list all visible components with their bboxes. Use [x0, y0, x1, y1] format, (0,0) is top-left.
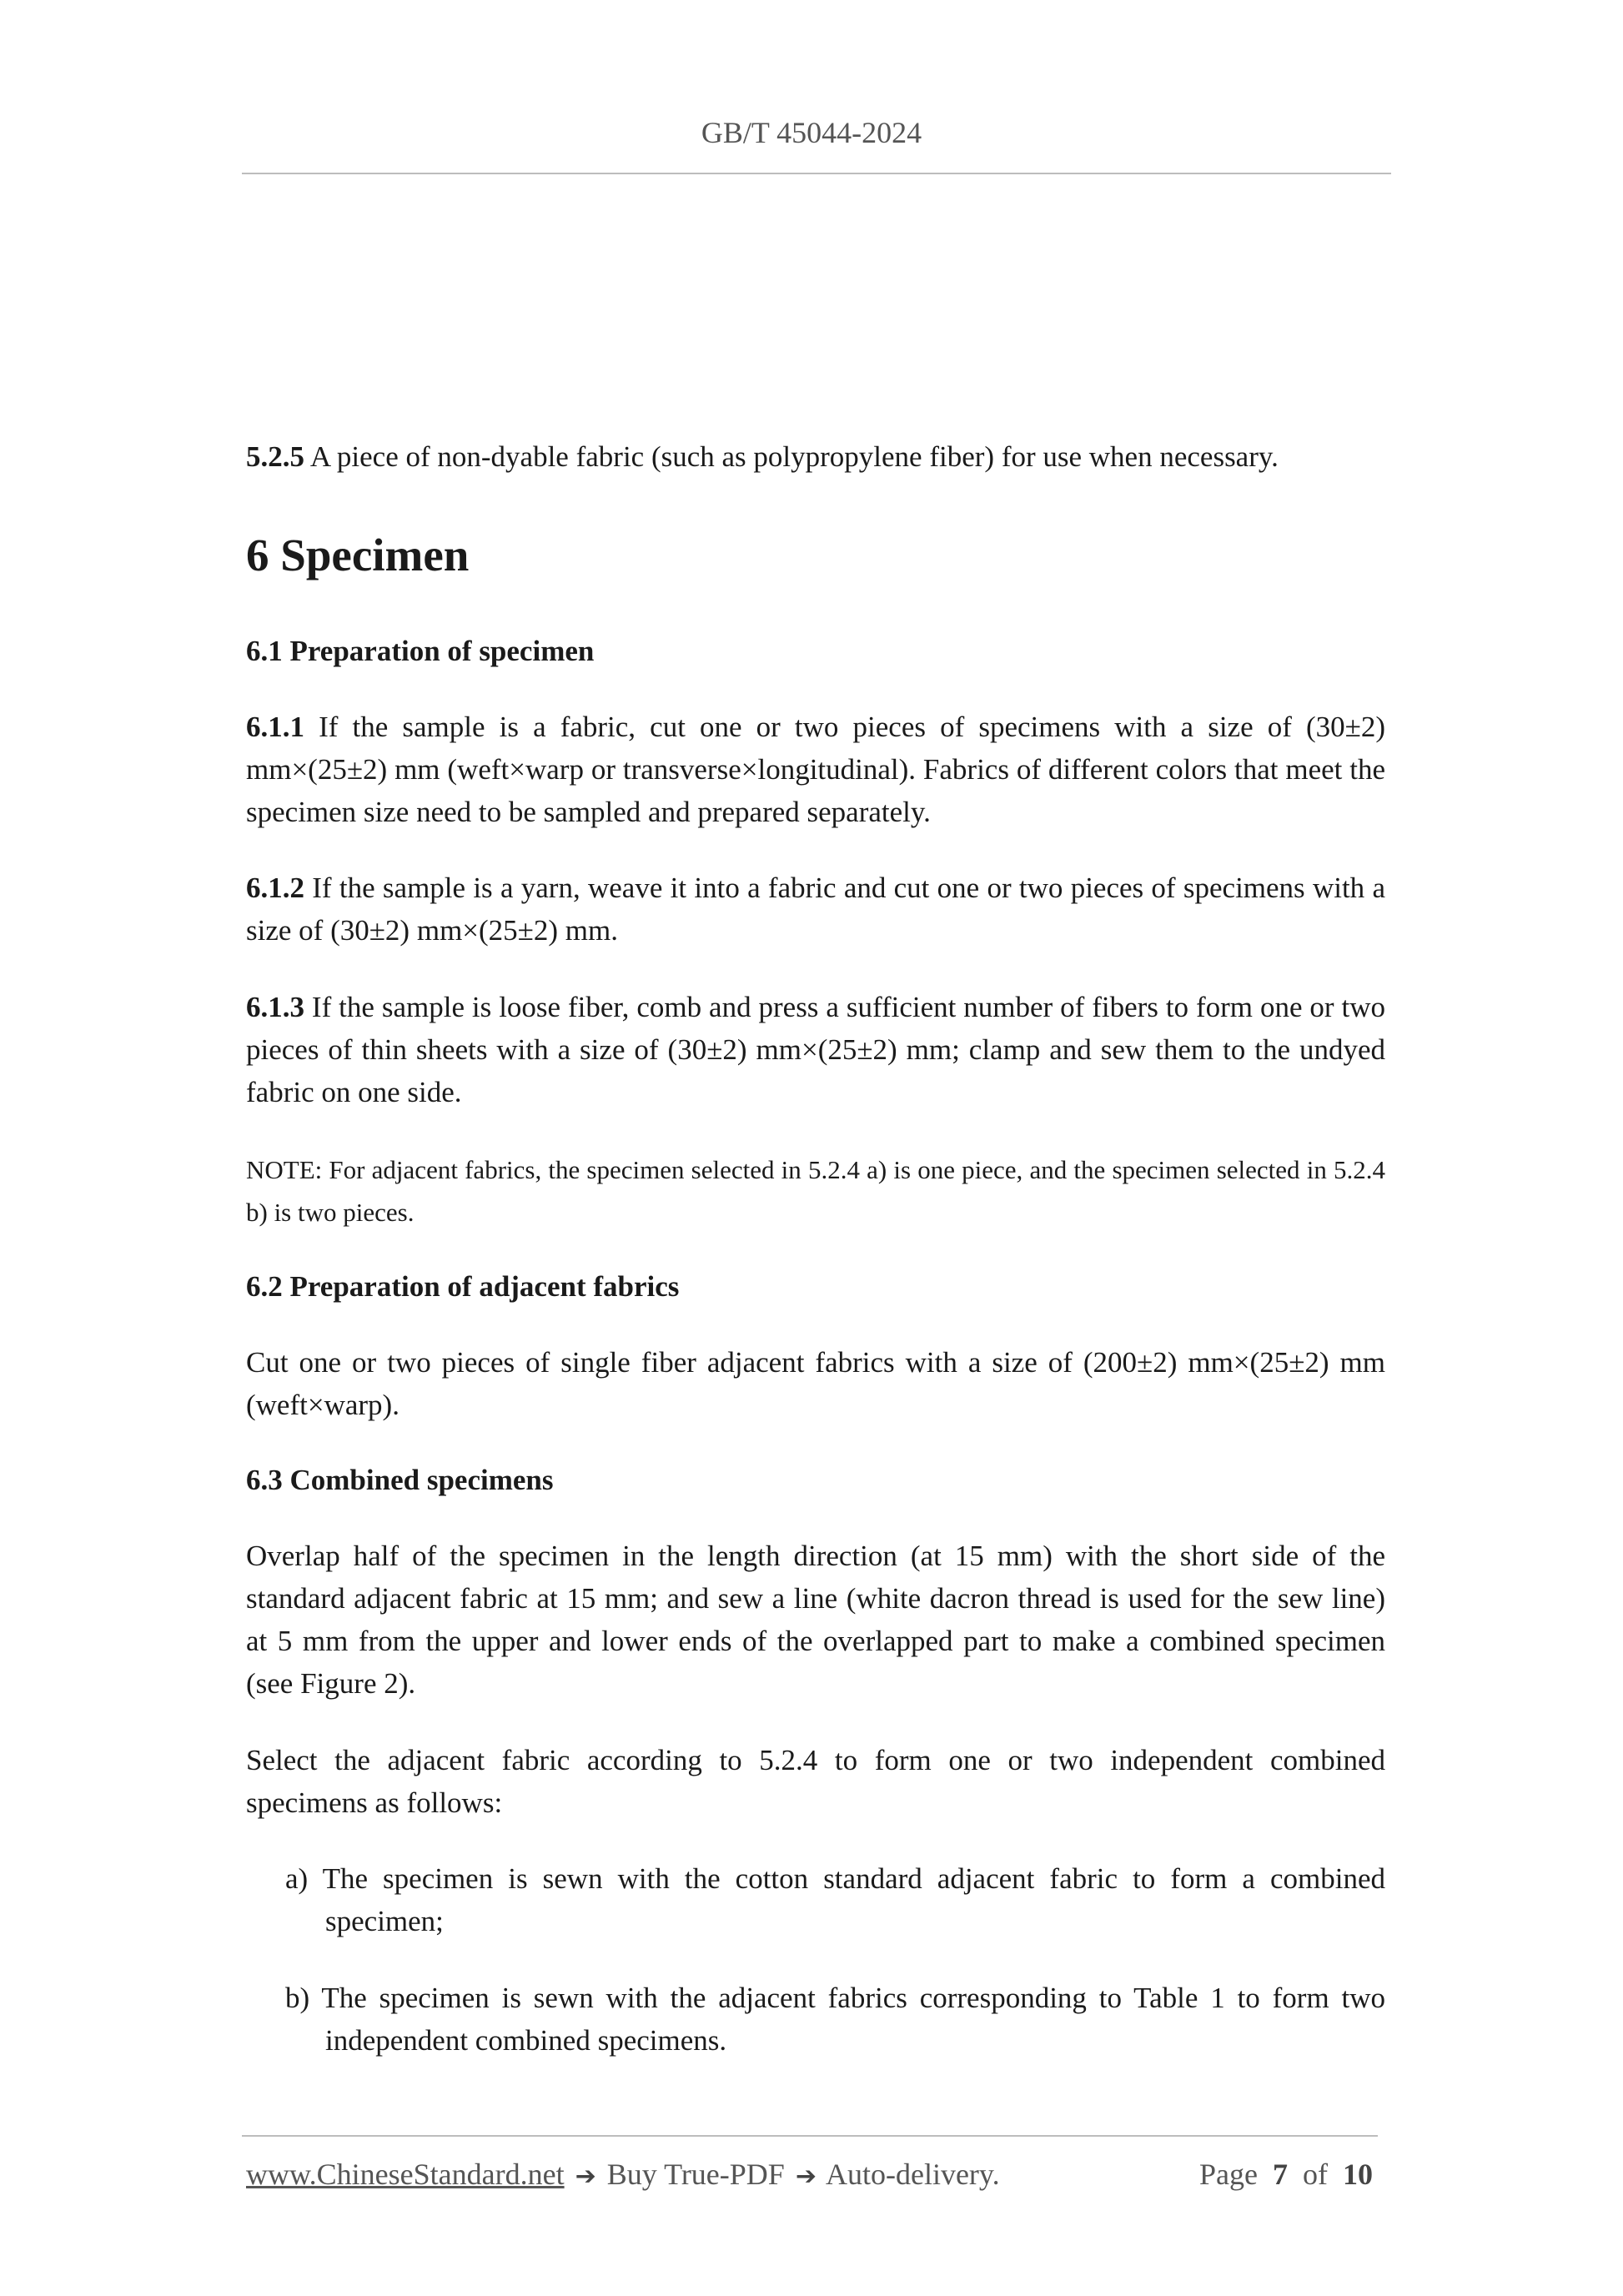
- clause-6-1-2: [246, 867, 1385, 952]
- clause-text: If the sample is a fabric, cut one or two pieces of specimens with a size of (30±2) mm×(25±2) mm (weft×warp or transverse×longitudinal). Fabrics of different colors that meet the specimen size need to be sampled and prepared separately.: [246, 711, 1385, 828]
- paragraph-6-3-overlap: Overlap half of the specimen in the length direction (at 15 mm) with the short side of the standard adjacent fabric at 15 mm; and sew a line (white dacron thread is used for the sew line) at 5 mm from the upper and lower ends of the overlapped part to make a combined specimen (see Figure 2).: [246, 1540, 1385, 1700]
- page-counter: [1199, 2157, 1373, 2192]
- page-label: Page: [1199, 2158, 1258, 2191]
- clause-text: If the sample is loose fiber, comb and press a sufficient number of fibers to form one or two pieces of thin sheets with a size of (30±2) mm×(25±2) mm; clamp and sew them to the undyed fabric on one side.: [246, 991, 1385, 1108]
- page-total: 10: [1342, 2158, 1373, 2191]
- arrow-right-icon: ➔: [795, 2162, 817, 2191]
- section-heading-6: 6 Specimen: [246, 530, 470, 580]
- clause-number: 6.1.2: [246, 872, 304, 904]
- clause-text: If the sample is a yarn, weave it into a fabric and cut one or two pieces of specimens with a size of (30±2) mm×(25±2) mm.: [246, 872, 1385, 947]
- footer-promo: [246, 2157, 1000, 2192]
- page-header-title: GB/T 45044-2024: [701, 116, 922, 149]
- clause-number: 6.1.1: [246, 711, 304, 743]
- delivery-text: Auto-delivery.: [819, 2158, 1000, 2191]
- subsection-heading-6-3: 6.3 Combined specimens: [246, 1464, 554, 1496]
- page-number: 7: [1272, 2158, 1288, 2191]
- footer-divider: [242, 2135, 1378, 2137]
- paragraph-6-2: Cut one or two pieces of single fiber adjacent fabrics with a size of (200±2) mm×(25±2) mm (weft×warp).: [246, 1346, 1385, 1421]
- clause-6-1-3: [246, 986, 1385, 1113]
- clause-number: 5.2.5: [246, 440, 304, 473]
- paragraph-6-3-select: Select the adjacent fabric according to 5.2.4 to form one or two independent combined specimens as follows:: [246, 1744, 1385, 1819]
- website-link[interactable]: www.ChineseStandard.net: [246, 2158, 565, 2191]
- clause-5-2-5: [246, 435, 1385, 478]
- of-label: of: [1302, 2158, 1328, 2191]
- subsection-heading-6-2: 6.2 Preparation of adjacent fabrics: [246, 1270, 680, 1303]
- note: NOTE: For adjacent fabrics, the specimen selected in 5.2.4 a) is one piece, and the specimen selected in 5.2.4 b) is two pieces.: [246, 1155, 1385, 1227]
- buy-text: Buy True-PDF: [599, 2158, 792, 2191]
- clause-number: 6.1.3: [246, 991, 304, 1023]
- arrow-right-icon: ➔: [575, 2162, 596, 2191]
- subsection-heading-6-1: 6.1 Preparation of specimen: [246, 635, 595, 667]
- list-item-a: a) The specimen is sewn with the cotton standard adjacent fabric to form a combined specimen;: [285, 1862, 1385, 1937]
- list-item-b: b) The specimen is sewn with the adjacent fabrics corresponding to Table 1 to form two independent combined specimens.: [285, 1982, 1385, 2057]
- header-divider: [242, 173, 1391, 174]
- clause-6-1-1: [246, 706, 1385, 833]
- clause-text: A piece of non-dyable fabric (such as polypropylene fiber) for use when necessary.: [304, 440, 1279, 473]
